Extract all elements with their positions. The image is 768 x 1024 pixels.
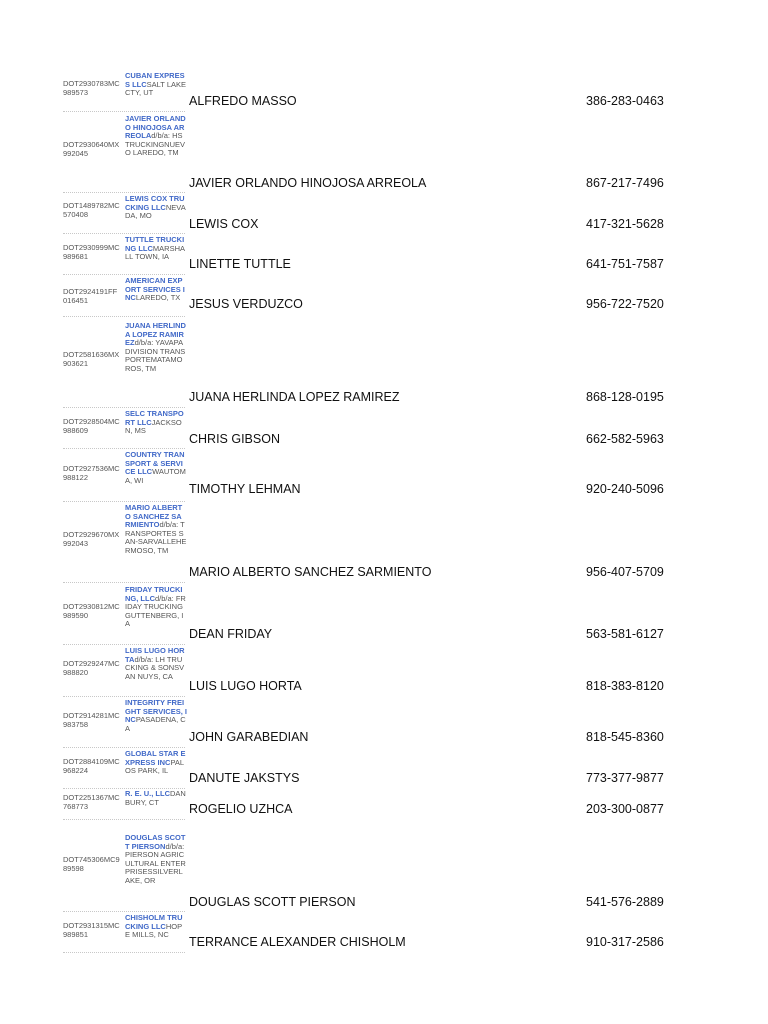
carrier-cell <box>125 834 187 886</box>
carrier-location: d/b/a: YAVAPA DIVISION TRANSPORTEMATAMOROS, TM <box>125 338 186 373</box>
phone-number: 662-582-5963 <box>586 432 664 446</box>
carrier-location: PALOS PARK, IL <box>125 757 185 776</box>
phone-number: 920-240-5096 <box>586 482 664 496</box>
owner-name: JESUS VERDUZCO <box>189 297 303 311</box>
dot-number: DOT1489782MC 570408 <box>63 201 120 219</box>
dot-number: DOT2928504MC 988609 <box>63 417 120 435</box>
row-separator <box>63 192 185 193</box>
carrier-name-link[interactable]: R. E. U., LLC <box>125 789 170 798</box>
carrier-location: d/b/a: HS TRUCKINGNUEVO LAREDO, TM <box>125 131 186 158</box>
phone-number: 641-751-7587 <box>586 257 664 271</box>
owner-name: CHRIS GIBSON <box>189 432 280 446</box>
carrier-location: JACKSON, MS <box>125 417 182 436</box>
carrier-cell <box>125 750 187 776</box>
carrier-cell <box>125 410 187 436</box>
owner-name: JUANA HERLINDA LOPEZ RAMIREZ <box>189 390 400 404</box>
carrier-cell <box>125 72 187 98</box>
carrier-name-link[interactable]: JUANA HERLINDA LOPEZ RAMIREZ <box>125 321 186 348</box>
dot-number: DOT2924191FF 016451 <box>63 287 118 305</box>
phone-number: 203-300-0877 <box>586 802 664 816</box>
dot-number: DOT2927536MC 988122 <box>63 464 120 482</box>
row-separator <box>63 582 185 583</box>
carrier-location: HOPE MILLS, NC <box>125 921 183 940</box>
row-separator <box>63 644 185 645</box>
carrier-name-link[interactable]: CUBAN EXPRESS LLC <box>125 71 185 89</box>
carrier-name-link[interactable]: LEWIS COX TRUCKING LLC <box>125 194 185 212</box>
owner-name: TIMOTHY LEHMAN <box>189 482 301 496</box>
dot-number: DOT2884109MC 968224 <box>63 757 120 775</box>
dot-number: DOT2929670MX 992043 <box>63 530 120 548</box>
dot-number: DOT745306MC9 89598 <box>63 855 120 873</box>
row-separator <box>63 407 185 408</box>
owner-name: JAVIER ORLANDO HINOJOSA ARREOLA <box>189 176 427 190</box>
carrier-cell <box>125 790 187 807</box>
carrier-name-link[interactable]: DOUGLAS SCOTT PIERSON <box>125 833 186 851</box>
owner-name: LINETTE TUTTLE <box>189 257 291 271</box>
carrier-cell <box>125 647 187 681</box>
row-separator <box>63 747 185 748</box>
carrier-name-link[interactable]: GLOBAL STAR EXPRESS INC <box>125 749 186 767</box>
carrier-cell <box>125 504 187 556</box>
carrier-cell <box>125 277 187 303</box>
carrier-location: PASADENA, CA <box>125 715 186 733</box>
carrier-cell <box>125 451 187 485</box>
row-separator <box>63 501 185 502</box>
carrier-cell <box>125 586 187 629</box>
carrier-cell <box>125 236 187 262</box>
dot-number: DOT2930783MC 989573 <box>63 79 120 97</box>
carrier-name-link[interactable]: LUIS LUGO HORTA <box>125 646 185 664</box>
owner-name: LEWIS COX <box>189 217 259 231</box>
carrier-location: LAREDO, TX <box>135 293 181 303</box>
carrier-name-link[interactable]: COUNTRY TRANSPORT & SERVICE LLC <box>125 450 185 477</box>
carrier-cell <box>125 195 187 221</box>
dot-number: DOT2929247MC 988820 <box>63 659 120 677</box>
carrier-location: DANBURY, CT <box>125 789 186 807</box>
owner-name: LUIS LUGO HORTA <box>189 679 302 693</box>
phone-number: 541-576-2889 <box>586 895 664 909</box>
carrier-name-link[interactable]: AMERICAN EXPORT SERVICES INC <box>125 276 185 303</box>
carrier-name-link[interactable]: TUTTLE TRUCKING LLC <box>125 235 185 253</box>
carrier-name-link[interactable]: SELC TRANSPORT LLC <box>125 409 184 427</box>
carrier-cell <box>125 322 187 374</box>
phone-number: 386-283-0463 <box>586 94 664 108</box>
carrier-location: MARSHALL TOWN, IA <box>125 243 186 262</box>
dot-number: DOT2581636MX 903621 <box>63 350 120 368</box>
dot-number: DOT2930812MC 989590 <box>63 602 120 620</box>
phone-number: 563-581-6127 <box>586 627 664 641</box>
row-separator <box>63 448 185 449</box>
owner-name: DOUGLAS SCOTT PIERSON <box>189 895 356 909</box>
row-separator <box>63 696 185 697</box>
dot-number: DOT2251367MC 768773 <box>63 793 120 811</box>
carrier-name-link[interactable]: JAVIER ORLANDO HINOJOSA ARREOLA <box>125 114 186 141</box>
dot-number: DOT2931315MC 989851 <box>63 921 120 939</box>
phone-number: 867-217-7496 <box>586 176 664 190</box>
carrier-location: SALT LAKE CTY, UT <box>125 79 186 98</box>
row-separator <box>63 819 185 820</box>
row-separator <box>63 316 185 317</box>
dot-number: DOT2930999MC 989681 <box>63 243 120 261</box>
carrier-location: WAUTOMA, WI <box>125 467 186 485</box>
carrier-cell <box>125 115 187 158</box>
row-separator <box>63 952 185 953</box>
phone-number: 956-722-7520 <box>586 297 664 311</box>
carrier-name-link[interactable]: FRIDAY TRUCKING, LLC <box>125 585 183 603</box>
row-separator <box>63 233 185 234</box>
phone-number: 910-317-2586 <box>586 935 664 949</box>
carrier-cell <box>125 914 187 940</box>
owner-name: JOHN GARABEDIAN <box>189 730 309 744</box>
carrier-cell <box>125 699 187 733</box>
owner-name: DANUTE JAKSTYS <box>189 771 300 785</box>
phone-number: 818-545-8360 <box>586 730 664 744</box>
dot-number: DOT2930640MX 992045 <box>63 140 120 158</box>
owner-name: MARIO ALBERTO SANCHEZ SARMIENTO <box>189 565 432 579</box>
carrier-name-link[interactable]: INTEGRITY FREIGHT SERVICES, INC <box>125 698 187 725</box>
carrier-location: d/b/a: FRIDAY TRUCKINGGUTTENBERG, IA <box>125 593 186 629</box>
carrier-location: d/b/a: TRANSPORTES SAN-SARVALLEHERMOSO, TM <box>125 520 187 555</box>
phone-number: 417-321-5628 <box>586 217 664 231</box>
row-separator <box>63 911 185 912</box>
phone-number: 818-383-8120 <box>586 679 664 693</box>
dot-number: DOT2914281MC 983758 <box>63 711 120 729</box>
phone-number: 773-377-9877 <box>586 771 664 785</box>
owner-name: ROGELIO UZHCA <box>189 802 293 816</box>
row-separator <box>63 111 185 112</box>
carrier-location: NEVADA, MO <box>125 202 186 221</box>
carrier-name-link[interactable]: CHISHOLM TRUCKING LLC <box>125 913 183 931</box>
owner-name: TERRANCE ALEXANDER CHISHOLM <box>189 935 406 949</box>
owner-name: ALFREDO MASSO <box>189 94 297 108</box>
carrier-location: d/b/a: PIERSON AGRICULTURAL ENTERPRISESSILVERLAKE, OR <box>125 841 186 885</box>
phone-number: 956-407-5709 <box>586 565 664 579</box>
phone-number: 868-128-0195 <box>586 390 664 404</box>
carrier-location: d/b/a: LH TRUCKING & SONSVAN NUYS, CA <box>125 654 185 681</box>
row-separator <box>63 274 185 275</box>
owner-name: DEAN FRIDAY <box>189 627 273 641</box>
carrier-name-link[interactable]: MARIO ALBERTO SANCHEZ SARMIENTO <box>125 503 183 530</box>
